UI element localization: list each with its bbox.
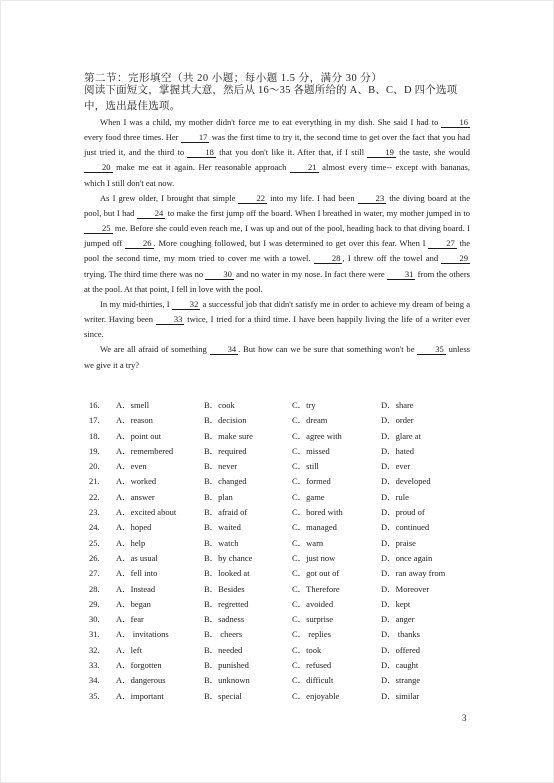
option-row [89, 413, 479, 428]
question-number: 16. [89, 400, 100, 410]
blank-21: 21 [290, 163, 319, 173]
option-d: D．continued [381, 522, 430, 533]
option-d: D．proud of [381, 507, 425, 518]
paragraph-4 [84, 342, 470, 372]
blank-22: 22 [238, 194, 267, 204]
option-b: B．special [204, 690, 242, 701]
option-c: C．enjoyable [292, 690, 340, 701]
option-row [89, 474, 479, 489]
passage-text: trying. The third time there was no [84, 268, 206, 279]
passage-text: the diving board at the pool, but I had [84, 192, 470, 218]
option-c: C．agree with [292, 430, 342, 441]
option-b: B．never [204, 461, 238, 472]
option-a: A．fell into [116, 568, 158, 579]
blank-25: 25 [84, 224, 113, 234]
option-d: D．ran away from [381, 568, 446, 579]
option-row [89, 398, 479, 413]
option-a: A．left [116, 644, 142, 655]
question-number: 26. [89, 552, 100, 563]
option-b: B．plan [204, 491, 233, 502]
passage-text: the pool the second time, my mom tried to cover me with a towel. [84, 238, 470, 264]
question-number: 22. [89, 491, 100, 502]
option-d: D．ever [381, 461, 411, 472]
option-d: D．glare at [381, 430, 421, 441]
question-number: 18. [89, 430, 100, 441]
option-row [89, 429, 479, 444]
passage-text: , I threw off the towel and [342, 253, 442, 264]
option-c: C．took [292, 644, 322, 655]
option-c: C．bored with [292, 507, 343, 518]
passage-text: into my life. I had been [267, 192, 358, 203]
option-d: D．share [381, 400, 414, 410]
question-number: 23. [89, 507, 100, 518]
option-a: A．hoped [116, 522, 152, 533]
blank-26: 26 [125, 239, 154, 249]
option-a: A．dangerous [116, 675, 166, 686]
option-d: D．offered [381, 644, 421, 655]
question-number: 35. [89, 690, 100, 701]
question-number: 19. [89, 445, 100, 456]
option-b: B．required [204, 445, 247, 456]
option-b: B．make sure [204, 430, 253, 441]
blank-30: 30 [205, 270, 234, 280]
question-number: 29. [89, 598, 100, 609]
option-c: C．Therefore [292, 583, 340, 594]
option-b: B．sadness [204, 614, 245, 625]
option-a: A．Instead [116, 583, 156, 594]
question-number: 30. [89, 614, 100, 625]
option-d: D．once again [381, 552, 433, 563]
option-d: D．rule [381, 491, 409, 502]
question-number: 21. [89, 476, 100, 487]
option-row [89, 520, 479, 535]
option-b: B．waited [204, 522, 241, 533]
passage-text: We are all afraid of something [100, 344, 210, 355]
option-a: A．point out [116, 430, 162, 441]
option-c: C．avoided [292, 598, 334, 609]
blank-20: 20 [84, 163, 113, 173]
option-row [89, 643, 479, 658]
paragraph-3 [84, 297, 470, 342]
passage-text: In my mid-thirties, I [100, 298, 172, 309]
option-row [89, 551, 479, 566]
option-c: C．managed [292, 522, 337, 533]
option-row [89, 582, 479, 597]
blank-27: 27 [428, 239, 457, 249]
passage-text: almost every time-- except with bananas, which I still don't eat now. [84, 162, 471, 188]
blank-18: 18 [187, 148, 216, 158]
option-b: B．changed [204, 476, 247, 487]
passage-text: was the first time to try it, the second time to get over the fact that you had just tried it, and the third to [84, 132, 470, 158]
option-c: C．game [292, 491, 325, 502]
option-b: B．by chance [204, 552, 253, 563]
option-d: D．hated [381, 445, 415, 456]
option-b: B．watch [204, 537, 239, 548]
option-a: A． invitations [116, 629, 169, 640]
question-number: 27. [89, 568, 100, 579]
option-a: A．began [116, 598, 151, 609]
passage-text: the taste, she would [395, 147, 470, 158]
option-d: D．anger [381, 614, 415, 625]
question-number: 31. [89, 629, 100, 640]
blank-29: 29 [441, 254, 470, 264]
option-b: B．afraid of [204, 507, 248, 518]
passage-text: every food three times. Her [84, 132, 181, 143]
option-c: C．refused [292, 660, 332, 671]
passage-text: When I was a child, my mother didn't force me to eat everything in my dish. She said I had to [100, 117, 442, 127]
instructions: 阅读下面短文，掌握其大意，然后从 16～35 各题所给的 A、B、C、D 四个选项中，选出最佳选项。 [84, 85, 458, 112]
option-a: A．as usual [116, 552, 158, 563]
option-b: B．cook [204, 400, 235, 410]
option-a: A．help [116, 537, 146, 548]
passage-text: twice, I tried for a third time. I have been happily living the life of a writer ever since. [84, 314, 470, 340]
option-a: A．smell [116, 400, 150, 410]
passage-text: me. Before she could even reach me, I was up and out of the pool, heading back to that diving board. I jumped off [84, 223, 470, 249]
question-number: 24. [89, 522, 100, 533]
blank-28: 28 [314, 254, 343, 264]
option-a: A．answer [116, 491, 155, 502]
passage-text: a successful job that didn't satisfy me in order to achieve my dream of being a writer. Having been [84, 298, 470, 325]
option-c: C．just now [292, 552, 336, 563]
option-row [89, 612, 479, 627]
option-a: A．fear [116, 614, 144, 625]
option-b: B．Besides [204, 583, 245, 594]
option-c: C．formed [292, 476, 331, 487]
option-c: C．try [292, 400, 316, 410]
question-number: 32. [89, 644, 100, 655]
option-row [89, 490, 479, 505]
option-c: C．difficult [292, 675, 334, 686]
question-number: 25. [89, 537, 100, 548]
passage-text: that you don't like it. After that, if I still [215, 147, 368, 158]
option-b: B．unknown [204, 675, 250, 686]
blank-35: 35 [417, 345, 446, 355]
option-d: D．order [381, 415, 414, 426]
option-b: B． cheers [204, 629, 243, 640]
option-a: A．forgotten [116, 660, 162, 671]
option-row [89, 505, 479, 520]
passage-text: from the others at the pool. At that point, I fell in love with the pool. [84, 268, 470, 294]
paragraph-1 [84, 115, 470, 191]
cloze-passage [84, 115, 470, 373]
blank-33: 33 [156, 315, 185, 325]
passage-text: . More coughing followed, but I was determined to get over this fear. When I [153, 238, 429, 249]
option-d: D． thanks [381, 629, 420, 640]
blank-17: 17 [181, 133, 210, 143]
option-a: A．important [116, 690, 164, 701]
option-d: D．caught [381, 660, 419, 671]
blank-32: 32 [172, 300, 201, 310]
option-b: B．decision [204, 415, 247, 426]
option-b: B．regretted [204, 598, 249, 609]
option-c: C．warn [292, 537, 324, 548]
option-row [89, 536, 479, 551]
option-a: A．remembered [116, 445, 174, 456]
option-row [89, 658, 479, 673]
passage-text: unless we give it a try? [84, 344, 470, 370]
option-row [89, 597, 479, 612]
option-a: A．excited about [116, 507, 177, 518]
passage-text: make me eat it again. Her reasonable approach [112, 162, 290, 173]
option-row [89, 673, 479, 688]
option-c: C． replies [292, 629, 331, 640]
question-number: 28. [89, 583, 100, 594]
question-number: 17. [89, 415, 100, 426]
option-d: D．developed [381, 476, 431, 487]
question-number: 33. [89, 660, 100, 671]
section-title: 第二节：完形填空（共 20 小题；每小题 1.5 分，满分 30 分） [84, 73, 383, 84]
passage-text: . But how can we be sure that something won't be [238, 344, 418, 355]
option-b: B．looked at [204, 568, 250, 579]
option-row [89, 444, 479, 459]
option-a: A．worked [116, 476, 157, 487]
option-c: C．still [292, 461, 319, 472]
option-row [89, 459, 479, 474]
passage-text: to make the first jump off the board. When I breathed in water, my mother jumped in to [165, 207, 470, 218]
option-d: D．praise [381, 537, 416, 548]
option-a: A．even [116, 461, 147, 472]
passage-text: As I grew older, I brought that simple [100, 192, 239, 203]
passage-text: and no water in my nose. In fact there were [233, 268, 387, 279]
option-row [89, 566, 479, 581]
paragraph-2 [84, 191, 470, 297]
question-number: 34. [89, 675, 100, 686]
option-b: B．punished [204, 660, 249, 671]
blank-19: 19 [367, 148, 396, 158]
blank-31: 31 [387, 270, 416, 280]
option-d: D．similar [381, 690, 420, 701]
blank-24: 24 [137, 209, 166, 219]
answer-options [89, 398, 479, 704]
option-b: B．needed [204, 644, 243, 655]
option-d: D．strange [381, 675, 421, 686]
question-number: 20. [89, 461, 100, 472]
option-d: D．kept [381, 598, 411, 609]
option-row [89, 627, 479, 642]
option-c: C．missed [292, 445, 330, 456]
option-c: C．got out of [292, 568, 340, 579]
blank-23: 23 [358, 194, 387, 204]
option-a: A．reason [116, 415, 153, 426]
option-row [89, 689, 479, 704]
blank-34: 34 [210, 345, 239, 355]
page-number: 3 [462, 713, 467, 723]
option-c: C．dream [292, 415, 328, 426]
blank-16: 16 [441, 118, 470, 128]
option-c: C．surprise [292, 614, 334, 625]
option-d: D．Moreover [381, 583, 430, 594]
